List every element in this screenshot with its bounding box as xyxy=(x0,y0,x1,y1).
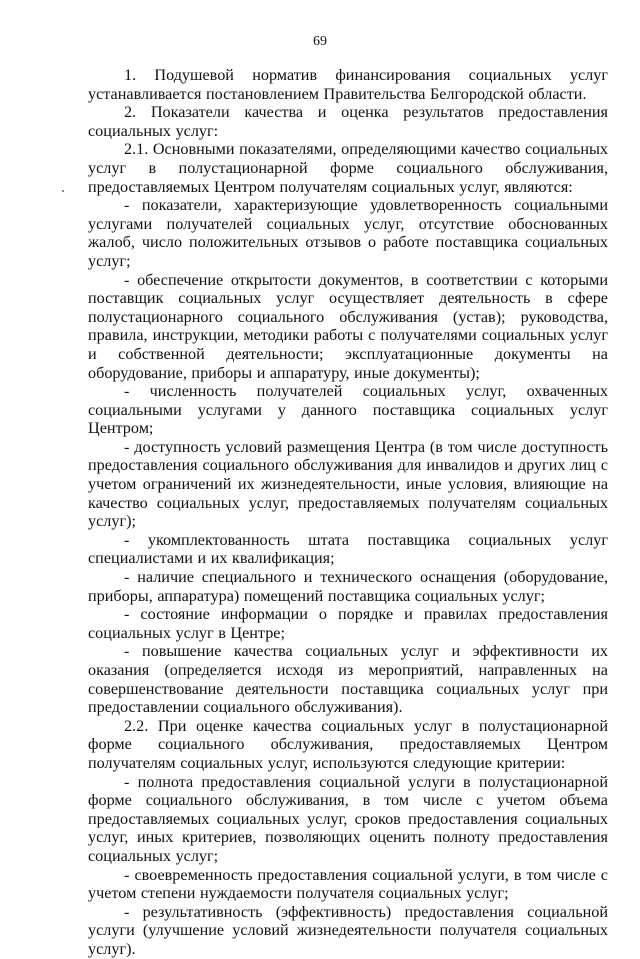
paragraph-evaluation-criteria: 2.2. При оценке качества социальных услуг в полустационарной форме социального обслуживания, предоставляемых Центром получателям социальных услуг, используются следующие критерии: xyxy=(88,716,608,772)
document-body xyxy=(88,66,608,959)
list-item-satisfaction: - показатели, характеризующие удовлетворенность социальными услугами получателей социальных услуг, отсутствие обоснованных жалоб, число положительных отзывов о работе поставщика социальных услуг; xyxy=(88,196,608,270)
page-number: 69 xyxy=(313,34,327,49)
list-item-openness: - обеспечение открытости документов, в соответствии с которыми поставщик социальных услуг осуществляет деятельность в сфере полустационарного социального обслуживания (устав); руководства, правила, инструкции, методики работы с получателями социальных услуг и собственной деятельности; эксплуатационные документы на оборудование, приборы и аппаратуру, иные документы); xyxy=(88,270,608,382)
list-item-improvement: - повышение качества социальных услуг и эффективности их оказания (определяется исходя из мероприятий, направленных на совершенствование деятельности поставщика социальных услуг при предоставлении социального обслуживания). xyxy=(88,642,608,717)
paragraph-quality-heading: 2. Показатели качества и оценка результатов предоставления социальных услуг: xyxy=(88,103,608,140)
paragraph-main-indicators: 2.1. Основными показателями, определяющими качество социальных услуг в полустационарной форме социального обслуживания, предоставляемых Центром получателям социальных услуг, являются: xyxy=(88,140,608,196)
paragraph-normative: 1. Подушевой норматив финансирования социальных услуг устанавливается постановлением Правительства Белгородской области. xyxy=(88,66,608,103)
list-item-accessibility: - доступность условий размещения Центра (в том числе доступность предоставления социального обслуживания для инвалидов и других лиц с учетом ограничений их жизнедеятельности, иные условия, влияющие на качество социальных услуг, предоставляемых получателям социальных услуг); xyxy=(88,437,608,531)
list-item-effectiveness: - результативность (эффективность) предоставления социальной услуги (улучшение условий жизнедеятельности получателя социальных услуг). xyxy=(88,902,608,958)
list-item-equipment: - наличие специального и технического оснащения (оборудование, приборы, аппаратура) помещений поставщика социальных услуг; xyxy=(88,568,608,605)
list-item-timeliness: - своевременность предоставления социальной услуги, в том числе с учетом степени нуждаемости получателя социальных услуг; xyxy=(88,865,608,903)
list-item-recipients-count: - численность получателей социальных услуг, охваченных социальными услугами у данного поставщика социальных услуг Центром; xyxy=(88,382,608,438)
list-item-completeness: - полнота предоставления социальной услуги в полустационарной форме социального обслуживания, в том числе с учетом объема предоставляемых социальных услуг, сроков предоставления социальных услуг, иных критериев, позволяющих оценить полноту предоставления социальных услуг; xyxy=(88,772,608,865)
list-item-staffing: - укомплектованность штата поставщика социальных услуг специалистами и их квалификация; xyxy=(88,530,608,568)
list-item-information: - состояние информации о порядке и правилах предоставления социальных услуг в Центре; xyxy=(88,605,608,642)
scan-artifact xyxy=(62,190,64,192)
